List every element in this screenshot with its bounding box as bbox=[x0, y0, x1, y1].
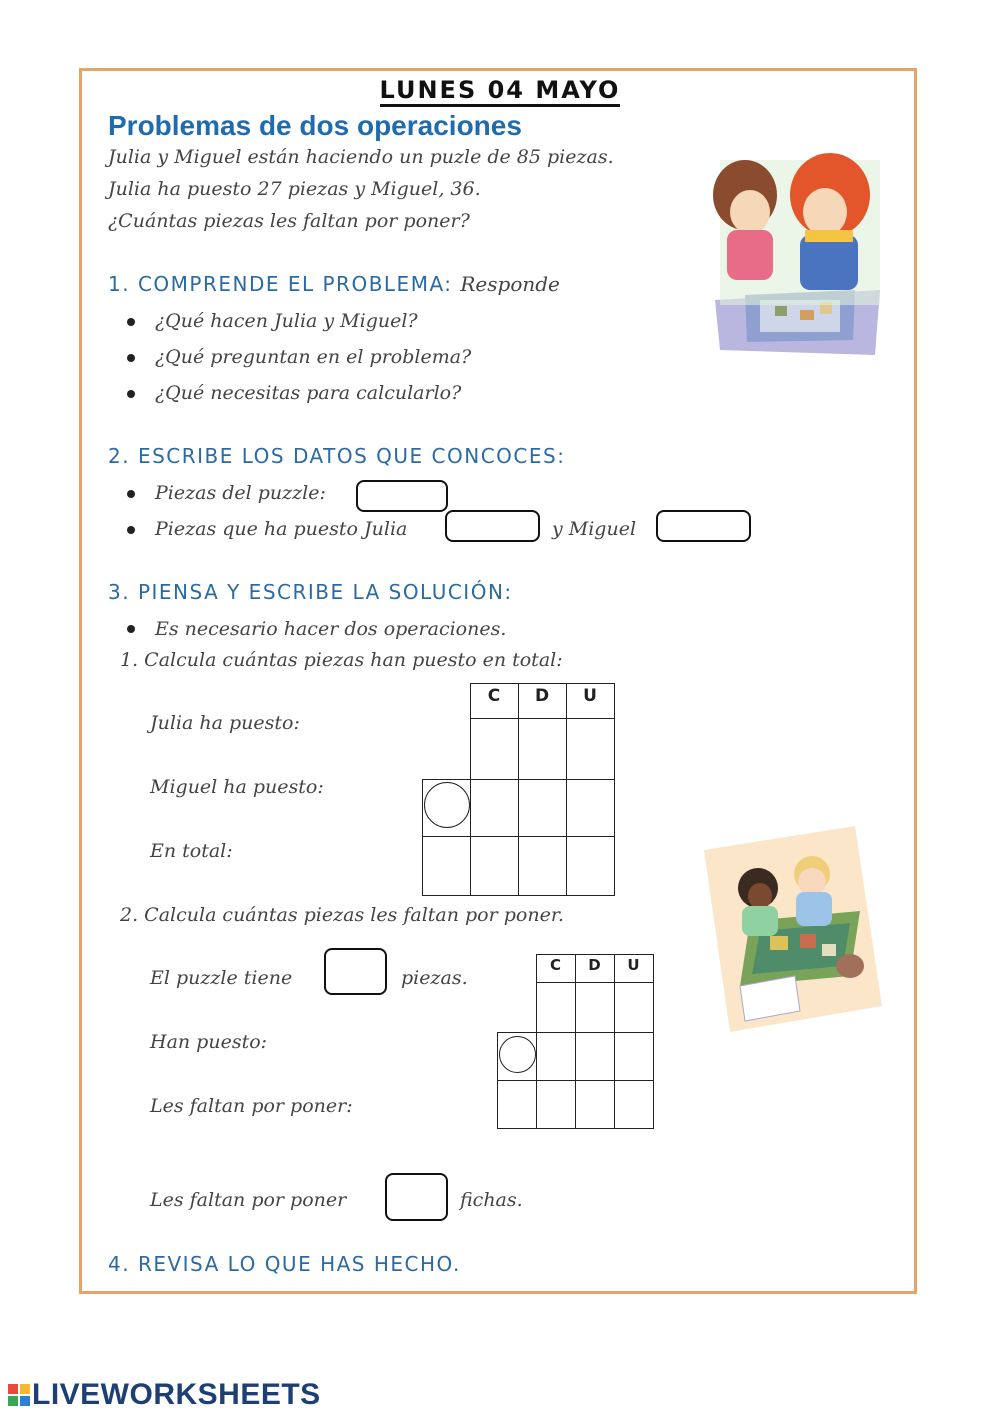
column-header-u: U bbox=[614, 955, 653, 983]
grid-cell[interactable] bbox=[423, 837, 471, 896]
sub2-placed-label: Han puesto: bbox=[150, 1031, 268, 1053]
operator-circle[interactable] bbox=[424, 782, 470, 828]
grid-cell[interactable] bbox=[518, 837, 566, 896]
step3-heading: 3. PIENSA Y ESCRIBE LA SOLUCIÓN: bbox=[108, 580, 513, 604]
column-header-c: C bbox=[536, 955, 575, 983]
grid-cell[interactable] bbox=[614, 1033, 653, 1081]
final-answer-box[interactable] bbox=[385, 1173, 448, 1221]
column-header-d: D bbox=[518, 684, 566, 719]
grid-cell[interactable] bbox=[470, 780, 518, 837]
step3-sub2-title: 2. Calcula cuántas piezas les faltan por poner. bbox=[120, 904, 564, 926]
step1-heading: 1. COMPRENDE EL PROBLEMA: Responde bbox=[108, 272, 560, 296]
grid-cell[interactable] bbox=[566, 780, 614, 837]
children-puzzle-illustration bbox=[700, 826, 885, 1032]
final-answer-unit: fichas. bbox=[460, 1189, 523, 1211]
bullet-dot bbox=[127, 625, 135, 633]
kids-puzzle-illustration bbox=[705, 150, 885, 360]
bullet-dot bbox=[127, 354, 135, 362]
grid-cell[interactable] bbox=[614, 983, 653, 1033]
bullet-dot bbox=[127, 318, 135, 326]
sub1-julia-label: Julia ha puesto: bbox=[150, 712, 300, 734]
sub1-miguel-label: Miguel ha puesto: bbox=[150, 776, 324, 798]
column-header-c: C bbox=[470, 684, 518, 719]
grid-cell[interactable] bbox=[575, 1033, 614, 1081]
grid-cell[interactable] bbox=[518, 719, 566, 780]
sub1-total-label: En total: bbox=[150, 840, 233, 862]
grid-cell[interactable] bbox=[575, 983, 614, 1033]
final-answer-label: Les faltan por poner bbox=[150, 1189, 347, 1211]
column-header-d: D bbox=[575, 955, 614, 983]
grid-cell[interactable] bbox=[470, 719, 518, 780]
grid-cell[interactable] bbox=[566, 837, 614, 896]
julia-pieces-answer-box[interactable] bbox=[445, 510, 540, 542]
grid-cell[interactable] bbox=[536, 1033, 575, 1081]
grid-cell[interactable] bbox=[614, 1081, 653, 1129]
sub2-puzzle-has-label: El puzzle tiene bbox=[150, 967, 293, 989]
step2-puzzle-pieces-label: Piezas del puzzle: bbox=[155, 482, 326, 504]
problem-line-2: Julia ha puesto 27 piezas y Miguel, 36. bbox=[108, 178, 481, 200]
column-header-u: U bbox=[566, 684, 614, 719]
grid-cell[interactable] bbox=[498, 1081, 537, 1129]
step1-question-3: ¿Qué necesitas para calcularlo? bbox=[155, 382, 462, 404]
puzzle-pieces-answer-box[interactable] bbox=[356, 480, 448, 512]
puzzle-total-answer-box[interactable] bbox=[324, 948, 387, 995]
bullet-dot bbox=[127, 390, 135, 398]
step1-question-2: ¿Qué preguntan en el problema? bbox=[155, 346, 472, 368]
step4-heading: 4. REVISA LO QUE HAS HECHO. bbox=[108, 1252, 461, 1276]
grid-cell[interactable] bbox=[470, 837, 518, 896]
step3-sub1-title: 1. Calcula cuántas piezas han puesto en total: bbox=[120, 649, 563, 671]
miguel-pieces-answer-box[interactable] bbox=[656, 510, 751, 542]
problem-line-1: Julia y Miguel están haciendo un puzle de 85 piezas. bbox=[108, 146, 614, 168]
liveworksheets-logo: LIVEWORKSHEETS bbox=[32, 1378, 321, 1411]
step2-heading: 2. ESCRIBE LOS DATOS QUE CONCOCES: bbox=[108, 444, 566, 468]
date-title: LUNES 04 MAYO bbox=[0, 76, 1000, 104]
step3-bullet: Es necesario hacer dos operaciones. bbox=[155, 618, 507, 640]
problem-line-3: ¿Cuántas piezas les faltan por poner? bbox=[108, 210, 470, 232]
liveworksheets-logo-icon bbox=[8, 1384, 30, 1406]
bullet-dot bbox=[127, 526, 135, 534]
step1-question-1: ¿Qué hacen Julia y Miguel? bbox=[155, 310, 418, 332]
grid-cell[interactable] bbox=[536, 983, 575, 1033]
grid-cell[interactable] bbox=[566, 719, 614, 780]
operator-circle[interactable] bbox=[499, 1036, 536, 1073]
sub2-pieces-label: piezas. bbox=[401, 967, 468, 989]
worksheet-subtitle: Problemas de dos operaciones bbox=[108, 110, 522, 141]
bullet-dot bbox=[127, 490, 135, 498]
step2-julia-pieces-label: Piezas que ha puesto Julia bbox=[155, 518, 408, 540]
sub2-remaining-label: Les faltan por poner: bbox=[150, 1095, 353, 1117]
grid-cell[interactable] bbox=[518, 780, 566, 837]
grid-cell[interactable] bbox=[575, 1081, 614, 1129]
grid-cell[interactable] bbox=[536, 1081, 575, 1129]
step2-miguel-label: y Miguel bbox=[552, 518, 637, 540]
